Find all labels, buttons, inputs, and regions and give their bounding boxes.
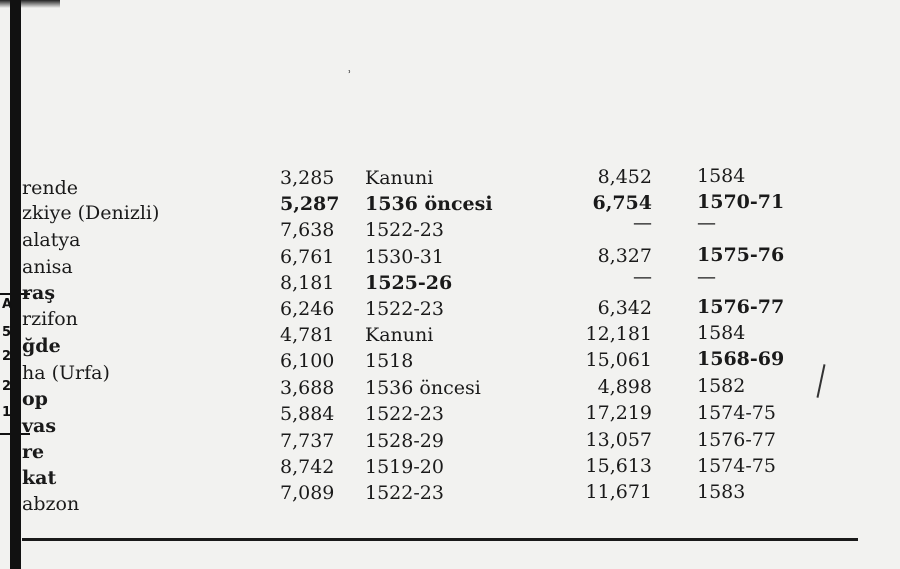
year-first: 1522-23 <box>365 219 444 241</box>
city-name: anisa <box>22 256 73 278</box>
year-first: 1530-31 <box>365 246 444 268</box>
year-first: 1522-23 <box>365 482 444 504</box>
binding-shadow <box>0 0 60 8</box>
population-first: 3,285 <box>280 167 335 189</box>
pencil-mark <box>816 364 825 398</box>
year-second: — <box>697 266 716 288</box>
year-first: 1528-29 <box>365 430 444 452</box>
year-second: 1574-75 <box>697 402 776 424</box>
population-first: 4,781 <box>280 324 335 346</box>
year-first: 1525-26 <box>365 272 453 294</box>
year-second: 1568-69 <box>697 348 785 370</box>
city-name: rende <box>22 177 78 199</box>
city-name: kat <box>22 467 57 489</box>
population-second: 17,219 <box>585 402 652 424</box>
city-name: ğde <box>22 335 61 357</box>
year-first: Kanuni <box>365 324 434 346</box>
year-second: 1584 <box>697 165 746 187</box>
year-second: 1582 <box>697 375 746 397</box>
city-name: alatya <box>22 229 81 251</box>
year-second: 1576-77 <box>697 429 776 451</box>
year-second: 1570-71 <box>697 191 785 213</box>
year-first: 1522-23 <box>365 403 444 425</box>
year-first: 1536 öncesi <box>365 377 481 399</box>
population-second: 6,754 <box>592 192 652 214</box>
population-first: 7,089 <box>280 482 335 504</box>
city-name: abzon <box>22 493 80 515</box>
population-second: — <box>633 266 652 288</box>
population-first: 7,638 <box>280 219 335 241</box>
year-first: 1519-20 <box>365 456 444 478</box>
population-first: 6,246 <box>280 298 335 320</box>
population-first: 5,884 <box>280 403 335 425</box>
population-second: 13,057 <box>585 429 652 451</box>
year-first: 1536 öncesi <box>365 193 493 215</box>
population-first: 8,181 <box>280 272 335 294</box>
population-first: 6,100 <box>280 350 335 372</box>
year-second: 1583 <box>697 481 746 503</box>
city-name: vas <box>22 415 57 437</box>
margin-stub-text: 1 <box>2 405 12 420</box>
city-name: rzifon <box>22 308 78 330</box>
margin-stub-text: 2 <box>2 349 12 364</box>
city-name: zkiye (Denizli) <box>22 202 160 224</box>
margin-stub-text: 2 <box>2 379 12 394</box>
population-second: 8,327 <box>597 245 652 267</box>
population-first: 7,737 <box>280 430 335 452</box>
margin-stub-text: A <box>2 297 13 312</box>
city-name: raş <box>22 282 56 304</box>
population-second: — <box>633 212 652 234</box>
population-second: 12,181 <box>585 323 652 345</box>
ink-speck: ˒ <box>348 66 352 79</box>
population-second: 15,061 <box>585 349 652 371</box>
population-first: 3,688 <box>280 377 335 399</box>
population-first: 8,742 <box>280 456 335 478</box>
population-second: 15,613 <box>585 455 652 477</box>
book-binding-edge <box>10 0 21 569</box>
year-first: 1518 <box>365 350 414 372</box>
city-name: re <box>22 441 45 463</box>
population-second: 4,898 <box>597 376 652 398</box>
year-second: 1574-75 <box>697 455 776 477</box>
margin-stub-text: 5 <box>2 325 12 340</box>
year-second: 1584 <box>697 322 746 344</box>
city-name: ha (Urfa) <box>22 362 110 384</box>
table-bottom-rule <box>22 538 858 541</box>
city-name: op <box>22 388 48 410</box>
year-second: 1576-77 <box>697 296 785 318</box>
population-second: 11,671 <box>585 481 652 503</box>
year-first: 1522-23 <box>365 298 444 320</box>
population-first: 5,287 <box>280 193 340 215</box>
year-first: Kanuni <box>365 167 434 189</box>
year-second: — <box>697 212 716 234</box>
population-second: 8,452 <box>597 166 652 188</box>
population-first: 6,761 <box>280 246 335 268</box>
year-second: 1575-76 <box>697 244 785 266</box>
population-second: 6,342 <box>597 297 652 319</box>
